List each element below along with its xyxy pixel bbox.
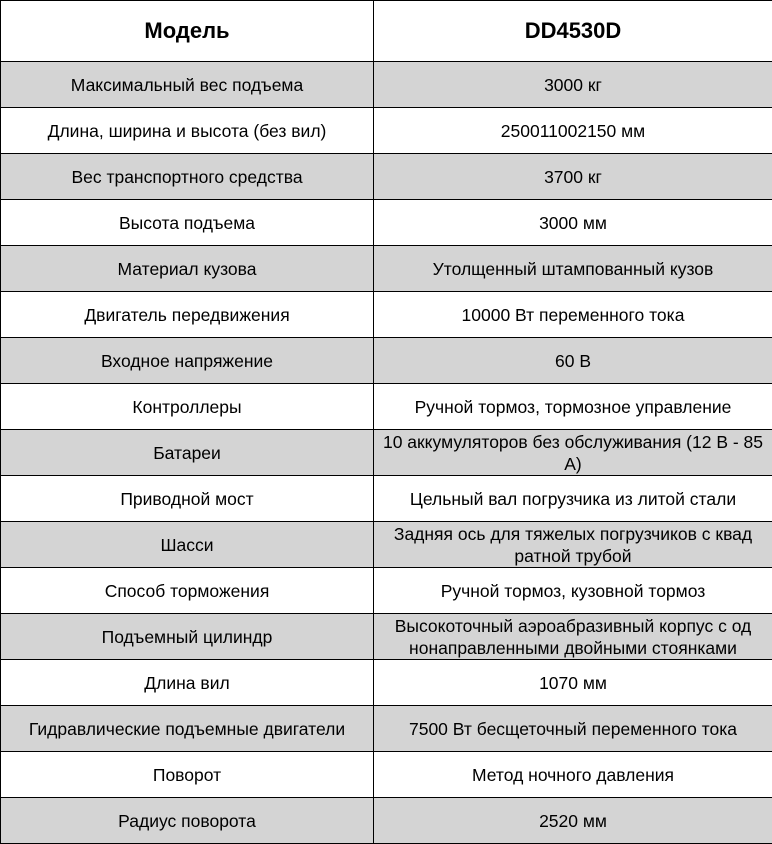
param-cell: Контроллеры [1, 384, 374, 430]
table-row [1, 430, 772, 476]
param-cell: Поворот [1, 752, 374, 798]
header-model: Модель [1, 1, 374, 62]
param-cell: Материал кузова [1, 246, 374, 292]
table-row [1, 752, 772, 798]
value-cell: 2520 мм [374, 798, 772, 844]
value-cell: 250011002150 мм [374, 108, 772, 154]
table-row [1, 154, 772, 200]
table-row [1, 476, 772, 522]
table-row [1, 338, 772, 384]
table-row [1, 614, 772, 660]
value-cell: 3000 мм [374, 200, 772, 246]
header-row [1, 1, 772, 62]
value-cell: 7500 Вт бесщеточный переменного тока [374, 706, 772, 752]
param-cell: Подъемный цилиндр [1, 614, 374, 660]
param-cell: Вес транспортного средства [1, 154, 374, 200]
param-cell: Шасси [1, 522, 374, 568]
value-cell: Задняя ось для тяжелых погрузчиков с квад ратной трубой [374, 522, 772, 568]
value-cell: 3700 кг [374, 154, 772, 200]
value-cell: 10000 Вт переменного тока [374, 292, 772, 338]
value-cell: Метод ночного давления [374, 752, 772, 798]
table-row [1, 62, 772, 108]
table-row [1, 292, 772, 338]
param-cell: Гидравлические подъемные двигатели [1, 706, 374, 752]
value-cell: Ручной тормоз, кузовной тормоз [374, 568, 772, 614]
param-cell: Длина, ширина и высота (без вил) [1, 108, 374, 154]
value-cell: 3000 кг [374, 62, 772, 108]
table-row [1, 108, 772, 154]
param-cell: Приводной мост [1, 476, 374, 522]
param-cell: Способ торможения [1, 568, 374, 614]
table-row [1, 660, 772, 706]
table-row [1, 200, 772, 246]
value-cell: 10 аккумуляторов без обслуживания (12 В - 85 А) [374, 430, 772, 476]
table-row [1, 384, 772, 430]
header-model-name: DD4530D [374, 1, 772, 62]
param-cell: Батареи [1, 430, 374, 476]
table-row [1, 706, 772, 752]
value-cell: Цельный вал погрузчика из литой стали [374, 476, 772, 522]
value-cell: 60 В [374, 338, 772, 384]
table-row [1, 522, 772, 568]
param-cell: Высота подъема [1, 200, 374, 246]
table-row [1, 568, 772, 614]
param-cell: Длина вил [1, 660, 374, 706]
value-cell: Высокоточный аэроабразивный корпус с од нонаправленными двойными стоянками [374, 614, 772, 660]
value-cell: Ручной тормоз, тормозное управление [374, 384, 772, 430]
param-cell: Входное напряжение [1, 338, 374, 384]
param-cell: Максимальный вес подъема [1, 62, 374, 108]
value-cell: 1070 мм [374, 660, 772, 706]
param-cell: Радиус поворота [1, 798, 374, 844]
param-cell: Двигатель передвижения [1, 292, 374, 338]
value-cell: Утолщенный штампованный кузов [374, 246, 772, 292]
table-row [1, 246, 772, 292]
table-row [1, 798, 772, 844]
